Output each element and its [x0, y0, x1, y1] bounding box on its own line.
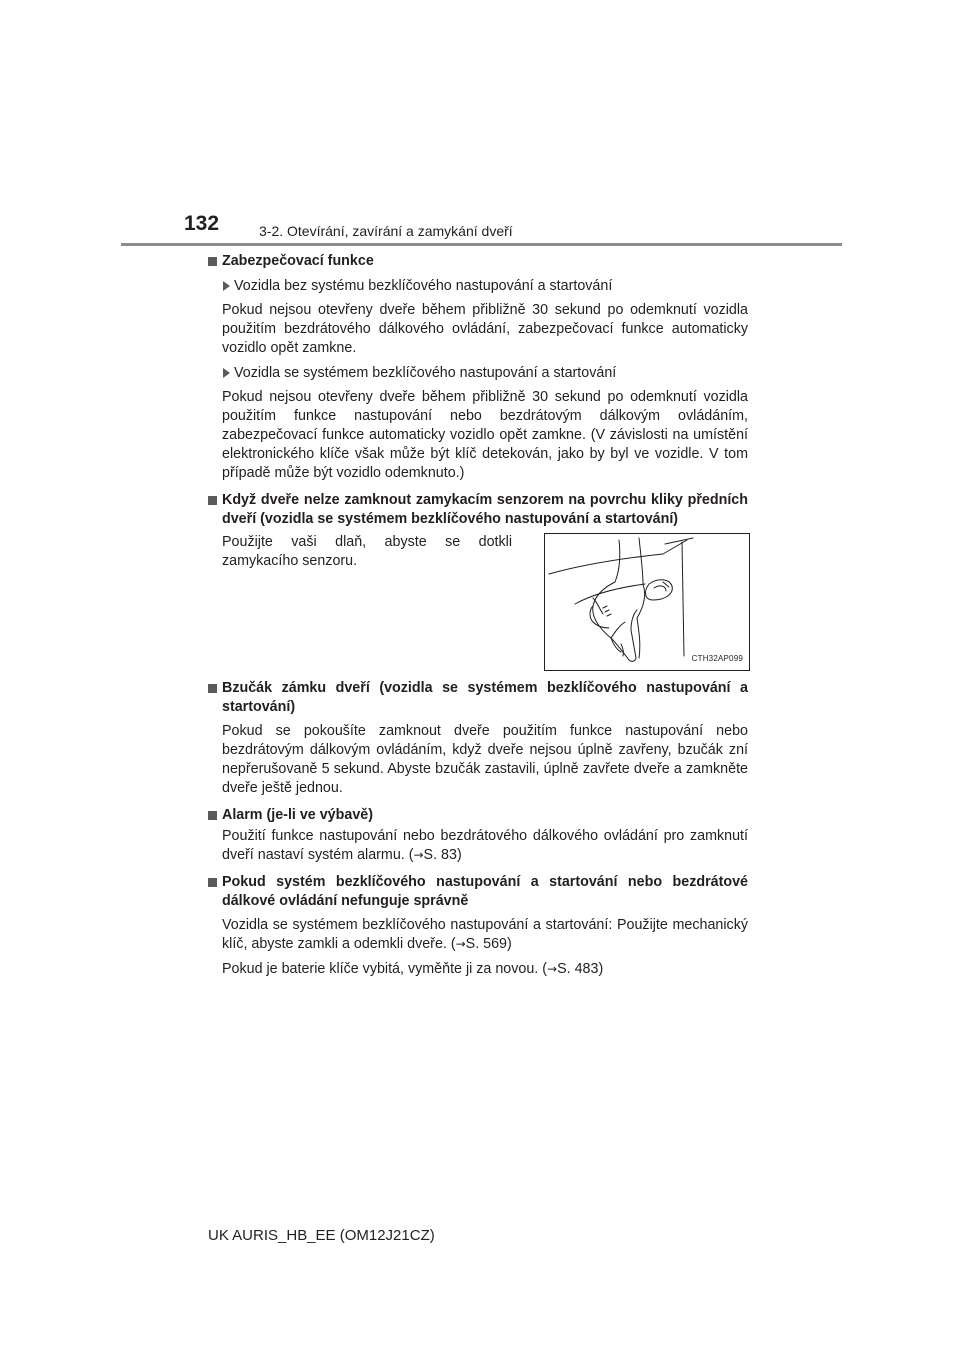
footer-model-code: UK AURIS_HB_EE (OM12J21CZ) — [208, 1227, 435, 1244]
page-reference-link[interactable]: S. 83 — [423, 847, 457, 863]
arrow-right-icon: → — [547, 962, 558, 976]
page-reference-link[interactable]: S. 569 — [465, 936, 508, 952]
figure-code: CTH32AP099 — [691, 654, 743, 663]
paragraph: Pokud je baterie klíče vybitá, vyměňte ji za novou. (→S. 483) — [222, 961, 604, 977]
subheading-with-keyless: Vozidla se systémem bezklíčového nastupování a startování — [222, 364, 748, 383]
triangle-bullet-icon — [223, 281, 230, 291]
section-keyless-malfunction — [208, 873, 748, 979]
paragraph: Pokud nejsou otevřeny dveře během přibližně 30 sekund po odemknutí vozidla použitím funkce nastupování nebo bezdrátovým dálkovým ovládáním, zabezpečovací funkce automaticky vozidlo opět zamkne. (V závislosti na umístění elektronického klíče však může být klíč detekován, jako by byl ve vozidle. V tom případě může být vozidlo odemknuto.) — [222, 389, 748, 481]
paragraph: Pokud nejsou otevřeny dveře během přibližně 30 sekund po odemknutí vozidla použitím bezdrátového dálkového ovládání, zabezpečovací funkce automaticky vozidlo opět zamkne. — [222, 302, 748, 356]
arrow-right-icon: → — [455, 937, 466, 951]
square-bullet-icon — [208, 257, 217, 266]
section-security — [208, 252, 748, 483]
square-bullet-icon — [208, 878, 217, 887]
arrow-right-icon: → — [413, 848, 424, 862]
square-bullet-icon — [208, 496, 217, 505]
page-reference-link[interactable]: S. 483 — [557, 961, 599, 977]
section-heading: Bzučák zámku dveří (vozidla se systémem bezklíčového nastupování a startování) — [208, 679, 748, 717]
paragraph: Vozidla se systémem bezklíčového nastupování a startování: Použijte mechanický klíč, abyste zamkli a odemkli dveře. (→S. 569) — [222, 917, 748, 952]
chapter-title: 3-2. Otevírání, zavírání a zamykání dveří — [259, 223, 513, 239]
square-bullet-icon — [208, 811, 217, 820]
section-lock-sensor — [208, 491, 748, 671]
header-divider — [121, 243, 842, 246]
paragraph: Použijte vaši dlaň, abyste se dotkli zamykacího senzoru. — [222, 534, 512, 569]
section-heading: Pokud systém bezklíčového nastupování a startování nebo bezdrátové dálkové ovládání nefunguje správně — [208, 873, 748, 911]
square-bullet-icon — [208, 684, 217, 693]
hand-on-door-handle-illustration — [544, 533, 750, 671]
subheading-without-keyless: Vozidla bez systému bezklíčového nastupování a startování — [222, 277, 748, 296]
paragraph: Pokud se pokoušíte zamknout dveře použitím funkce nastupování nebo bezdrátovým dálkovým ovládáním, když dveře nejsou úplně zavřeny, bzučák zní nepřerušovaně 5 sekund. Abyste bzučák zastavili, úplně zavřete dveře a zamkněte dveře ještě jednou. — [222, 723, 748, 796]
section-alarm — [208, 806, 748, 865]
section-door-buzzer — [208, 679, 748, 798]
section-heading: Když dveře nelze zamknout zamykacím senzorem na povrchu kliky předních dveří (vozidla se systémem bezklíčového nastupování a startování) — [208, 491, 748, 529]
section-heading: Zabezpečovací funkce — [208, 252, 748, 271]
section-heading: Alarm (je-li ve výbavě) — [208, 806, 748, 825]
triangle-bullet-icon — [223, 368, 230, 378]
page-content — [208, 252, 748, 987]
page-number: 132 — [184, 212, 220, 235]
paragraph: Použití funkce nastupování nebo bezdrátového dálkového ovládání pro zamknutí dveří nastaví systém alarmu. (→S. 83) — [222, 828, 748, 863]
